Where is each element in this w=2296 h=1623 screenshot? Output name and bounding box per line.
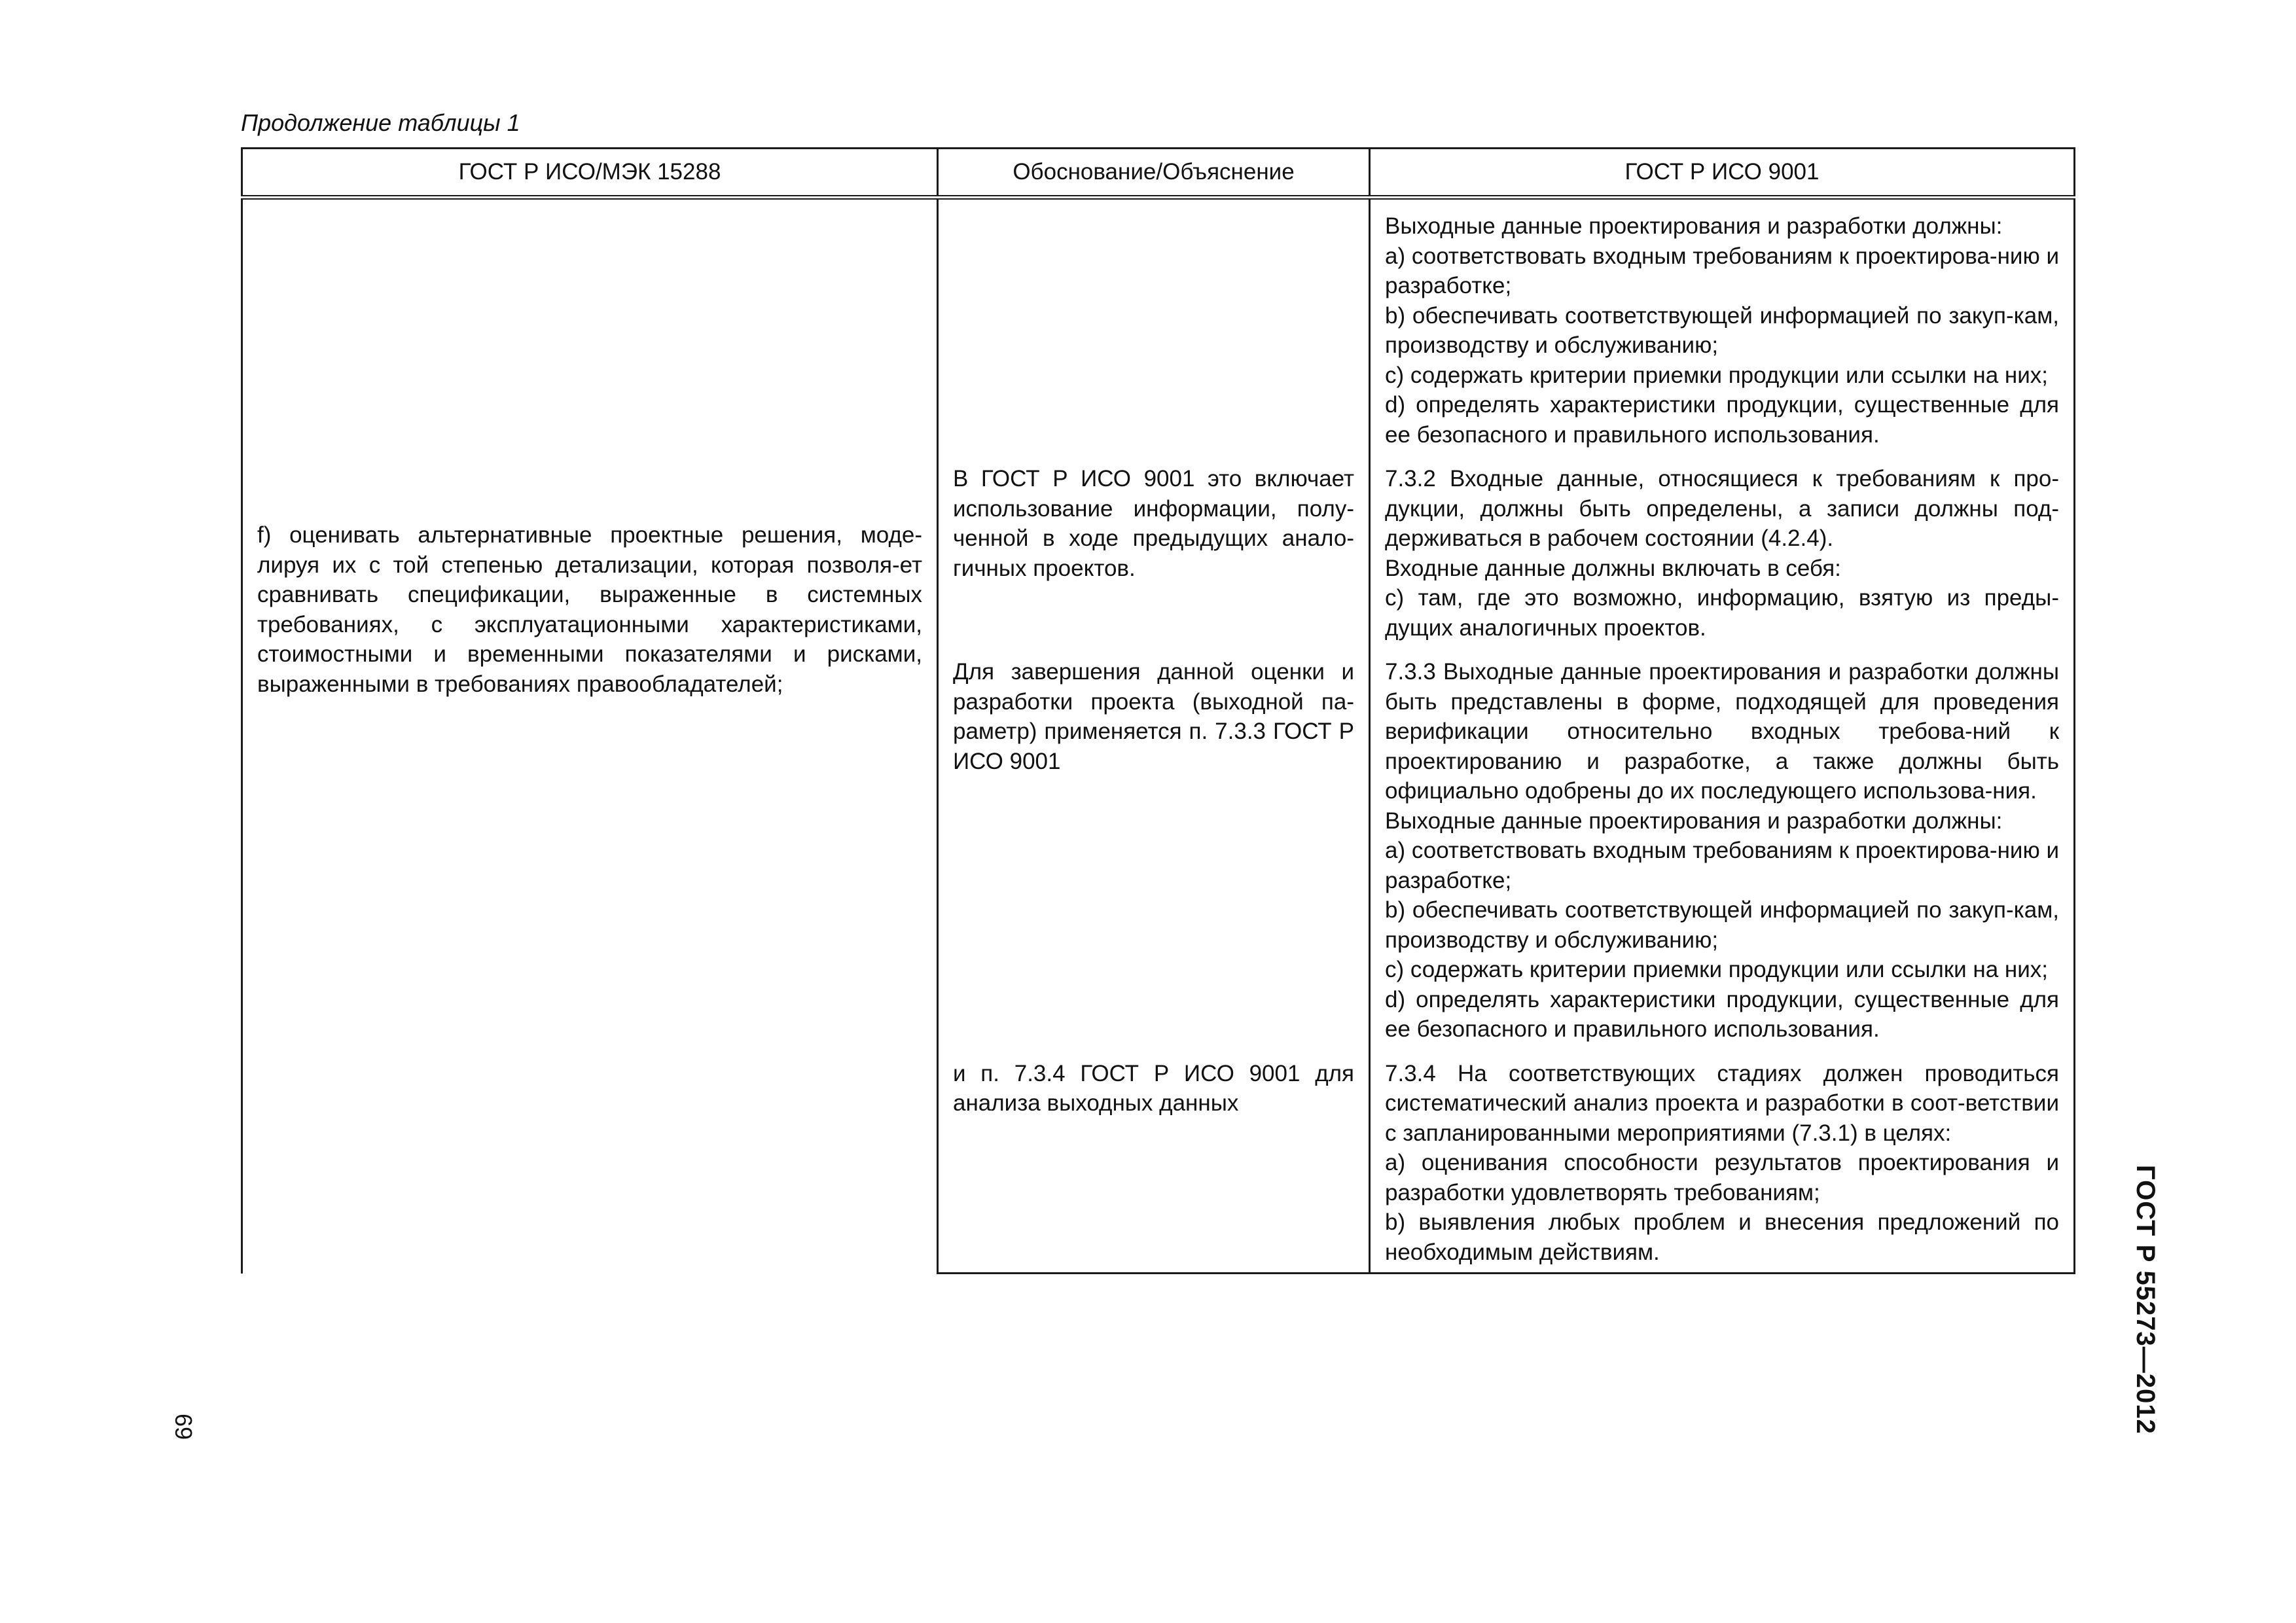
cell-row0-col3 [1370, 198, 2075, 465]
row0-col3-text: Выходные данные проектирования и разработки должны: a) соответствовать входным требованиям к проектирова-нию и разработке; b) обеспечивать соответствующей информацией по закуп-кам, производству и обслуживанию; c) содержать критерии приемки продукции или ссылки на них; d) определять характеристики продукции, существенные для ее безопасного и правильного использования. [1385, 213, 2059, 448]
row2-col2-text: Для завершения данной оценки и разработки проекта (выходной па-раметр) применяется п. 7.3.3 ГОСТ Р ИСО 9001 [953, 659, 1354, 774]
item-f-text: f) оценивать альтернативные проектные решения, моде-лируя их с той степенью детализации, которая позволя-ет сравнивать спецификации, выраженные в системных требованиях, с эксплуатационными характеристиками, стоимостными и временными показателями и рисками, выраженными в требованиях правообладателей; [257, 522, 922, 697]
cell-row2-col2 [938, 657, 1370, 1059]
table-header-row [242, 149, 2075, 198]
table-row [242, 198, 2075, 465]
header-gost-iso-iec-15288: ГОСТ Р ИСО/МЭК 15288 [242, 149, 938, 198]
cell-row3-col3 [1370, 1059, 2075, 1274]
page-number: 69 [170, 1414, 197, 1440]
table-continuation-caption: Продолжение таблицы 1 [241, 109, 520, 136]
cell-row1-col2 [938, 464, 1370, 657]
row1-col2-text: В ГОСТ Р ИСО 9001 это включает использование информации, полу-ченной в ходе предыдущих анало-гичных проектов. [953, 466, 1354, 581]
comparison-table [241, 147, 2075, 1274]
document-designation: ГОСТ Р 55273—2012 [2131, 1165, 2160, 1435]
row2-col3-text: 7.3.3 Выходные данные проектирования и разработки должны быть представлены в форме, подходящей для проведения верификации относительно входных требова-ний к проектированию и разработке, а также должны быть официально одобрены до их последующего использова-ния. Выходные данные проектирования и разработки должны: a) соответствовать входным требованиям к проектирова-нию и разработке; b) обеспечивать соответствующей информацией по закуп-кам, производству и обслуживанию; c) содержать критерии приемки продукции или ссылки на них; d) определять характеристики продукции, существенные для ее безопасного и правильного использования. [1385, 659, 2059, 1042]
cell-row3-col2 [938, 1059, 1370, 1274]
row3-col3-text: 7.3.4 На соответствующих стадиях должен проводиться систематический анализ проекта и разработки в соот-ветствии с запланированными мероприятиями (7.3.1) в целях: a) оценивания способности результатов проектирования и разработки удовлетворять требованиям; b) выявления любых проблем и внесения предложений по необходимым действиям. [1385, 1060, 2059, 1265]
row3-col2-text: и п. 7.3.4 ГОСТ Р ИСО 9001 для анализа выходных данных [953, 1060, 1354, 1116]
cell-row0-col2 [938, 198, 1370, 465]
row1-col3-text: 7.3.2 Входные данные, относящиеся к требованиям к про-дукции, должны быть определены, а записи должны под-держиваться в рабочем состоянии (4.2.4). Входные данные должны включать в себя: c) там, где это возможно, информацию, взятую из преды-дущих аналогичных проектов. [1385, 466, 2059, 641]
header-justification: Обоснование/Объяснение [938, 149, 1370, 198]
cell-col1-item-f [242, 198, 938, 1274]
header-gost-iso-9001: ГОСТ Р ИСО 9001 [1370, 149, 2075, 198]
cell-row2-col3 [1370, 657, 2075, 1059]
cell-row1-col3 [1370, 464, 2075, 657]
